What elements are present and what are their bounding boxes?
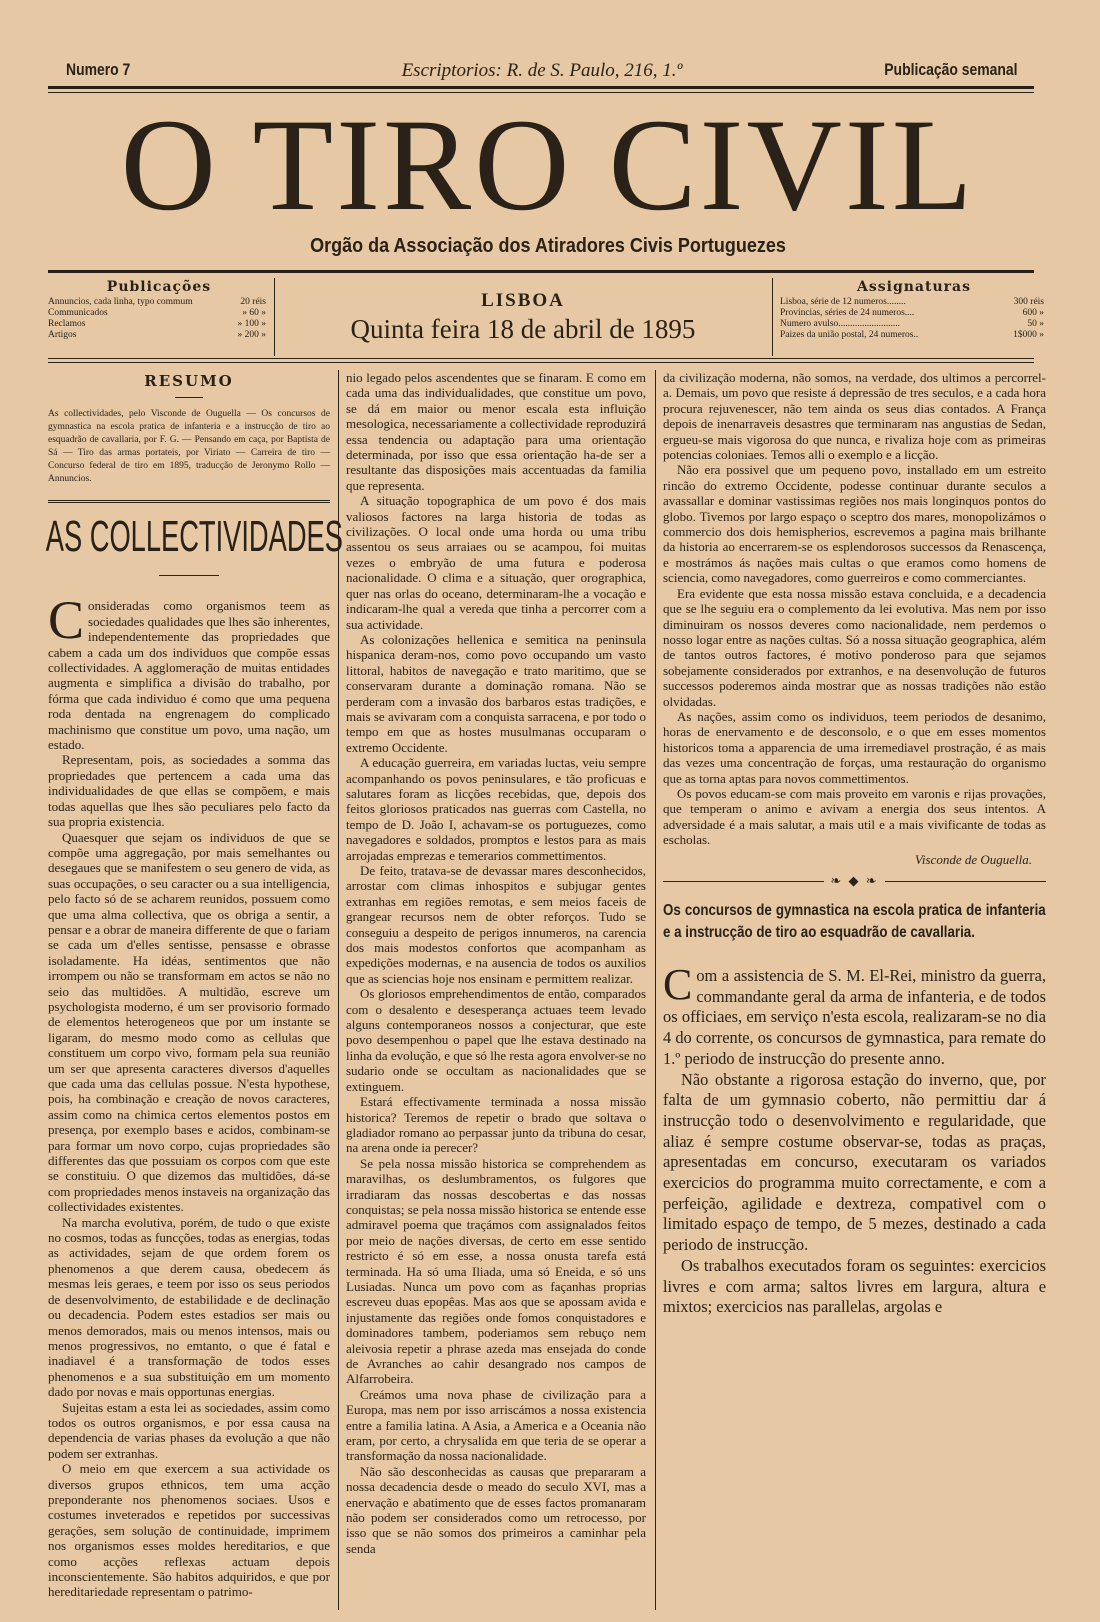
article-paragraph: Era evidente que esta nossa missão estava concluida, e a decadencia que se lhe seguiu era o complemento da lei evolutiva. Mas nem por isso diminuiram os nossos deveres como nacionalidade, nem perdemos o nosso logar entre as nações cultas. Só a nossa situação geographica, além de tantos outros factores, é motivo ponderoso para que sejamos sobejamente considerados por extranhos, e na desenvolução de futuros successos poderemos ainda mostrar que as nossas tradições não estão olvidadas. (663, 585, 1046, 709)
dateline-city: LISBOA (481, 290, 565, 311)
article-paragraph: Os gloriosos emprehendimentos de então, comparados com o desalento e desesperança actuaes teem levado alguns contemporaneos nossos a conjecturar, que este povo desempenhou o papel que lhe estava destinado na linha da evolução, e que só lhe resta agora envolver-se no sudario onde se occultam as nacionalidades que se extinguem. (346, 986, 646, 1094)
article-paragraph: A educação guerreira, em variadas luctas, veiu sempre acompanhando os povos peninsulares, e tão proficuas e salutares foram as licções recebidas, que, depois dos feitos gloriosos praticados nas guerras com Castella, no tempo de D. João I, achavam-se os portuguezes, como navegadores e soldados, promptos e lestos para as mais arrojadas emprezas e temerarios commettimentos. (346, 755, 646, 863)
article-paragraph: Quaesquer que sejam os individuos de que se compõe uma aggregação, por mais semelhantes ou desegaues que se manifestem o seu genero de vida, as suas occupações, o seu caracter ou a sua intelligencia, pelo facto só de se acharem reunidos, possuem como que uma alma collectiva, que os obriga a sentir, a pensar e a obrar de maneira differente de que o fariam se cada um d'elles sentisse, pensasse e obrasse isoladamente. Ha idéas, sentimentos que não irrompem ou não se transformam em actos se não no seio das multidões. A multidão, escreve um psychologista moderno, é um ser provisorio formado de elementos heterogeneos que por um instante se ligaram, do mesmo modo como as cellulas que constituem um corpo vivo, formam pela sua reunião um ser que apresenta caracteres diversos d'aquelles que cada uma das cellulas possue. N'esta hypothese, pois, ha combinação e creação de novos caracteres, assim como na chimica certos elementos postos em presença, por exemplo bases e acidos, combinam-se para formar um novo corpo, cujas propriedades são differentes das que possuiam os corpos com que este se constituiu. O que dizemos das multidões, dá-se com propriedades menos instaveis na organização das collectividades existentes. (48, 829, 330, 1215)
section-rule (48, 500, 330, 503)
assignaturas-row (780, 308, 1048, 319)
assignaturas-row (780, 297, 1048, 308)
masthead-title: O TIRO CIVIL (120, 91, 976, 238)
publicacoes-row (48, 308, 270, 319)
resumo-heading: RESUMO (144, 372, 234, 390)
article-paragraph: Não são desconhecidas as causas que prepararam a nossa decadencia desde o meado do seculo XVI, mas a enervação e abatimento que de esses factos promanaram não podem ser considerados como um retrocesso, por isso que se não somos dos primeiros a caminhar pela senda (346, 1463, 646, 1556)
row-value: 300 réis (1013, 297, 1044, 307)
assignaturas-row (780, 319, 1048, 330)
drop-cap: C (48, 590, 85, 651)
article-paragraph (663, 960, 1046, 1070)
row-label: Artigos (48, 330, 77, 340)
row-value: 50 » (1027, 319, 1044, 329)
masthead-subtitle: Orgão da Associação dos Atiradores Civis Portuguezes (310, 235, 786, 257)
article-paragraph: Na marcha evolutiva, porém, de tudo o que existe no cosmos, todas as funcções, todas as energias, todas as actividades, sejam de que ordem forem os phenomenos a que derem causa, obedecem ás mesmas leis geraes, e teem por isso os seus periodos de desenvolvimento, de estabilidade e de declinação ou decadencia. Podem estes estadios ser mais ou menos demorados, mais ou menos intensos, mais ou menos progressivos, no emtanto, o que é fatal e inadiavel é a transformação de todos esses phenomenos e a sua substituição em um momento dado por novas e mais opportunas energias. (48, 1214, 330, 1400)
article2-body (663, 960, 1046, 1318)
article-paragraph: O meio em que exercem a sua actividade os diversos grupos ethnicos, tem uma acção preponderante nos phenomenos sociaes. Usos e costumes inveterados e repetidos por successivas gerações, sem solução de continuidade, imprimem nos organismos esses moldes hereditarios, e que como acções reflexas actuam depois inconscientemente. São habitos adquiridos, e que por hereditariedade representam o patrimo- (48, 1461, 330, 1600)
publicacoes-box (48, 278, 270, 356)
top-line (66, 60, 1018, 86)
row-label: Lisboa, série de 12 numeros........ (780, 297, 906, 307)
article-paragraph: Se pela nossa missão historica se comprehendem as maravilhas, os deslumbramentos, os fulgores que irradiaram das nossas descobertas e das nossas conquistas; se pela nossa missão historica se entende esse admiravel poema que traçámos com assignalados feitos por meio de nações diversas, de certo em esse sentido restricto é só em esse, a nossa onusta tarefa está terminada. Ha só uma Iliada, uma só Eneida, e só uns Lusiadas. Nunca um povo com as façanhas proprias escreveu duas epopêas. Mas aos que se apossam avida e injustamente das regiões onde fomos conquistadores e dominadores tambem, poderiamos sem rebuço nem aleivosia repetir a phrase azeda mas ensejada do conde de Avranches ao cahir desangrado nos campos de Alfarrobeira. (346, 1155, 646, 1387)
info-divider (274, 278, 275, 356)
publicacoes-heading: Publicações (106, 279, 212, 295)
row-value: 1$000 » (1013, 330, 1044, 340)
dateline-date: Quinta feira 18 de abril de 1895 (350, 314, 696, 344)
column-3 (663, 370, 1046, 1318)
row-value: » 60 » (242, 308, 266, 318)
info-rule-bottom (48, 358, 1034, 359)
paragraph-text: onsideradas como organismos teem as sociedades qualidades que lhes são inherentes, independentemente das propriedades que cabem a cada um dos individuos que compõe essas collectividades. A agglomeração de muitas entidades augmenta e simplifica a divisão do trabalho, por fórma que cada individuo é como que uma pequena roda dentada na engrenagem do complicado machinismo que constitue um povo, uma nação, um estado. (48, 598, 330, 753)
row-label: Paizes da união postal, 24 numeros.. (780, 330, 919, 340)
row-value: » 100 » (237, 319, 266, 329)
article-paragraph: nio legado pelos ascendentes que se finaram. E como em cada uma das individualidades, que constitue um povo, se dá em maior ou menor escala esta influição mesologica, necessariamente a collectividade reproduzirá essa tendencia ou adaptação para uma orientação determinada, por isso que essa orientação ha-de ser a resultante das disposições mais accentuadas da familia que representa. (346, 370, 646, 493)
resumo-text (48, 408, 330, 494)
row-label: Provincias, séries de 24 numeros.... (780, 308, 915, 318)
info-rule-top (48, 270, 1034, 273)
row-value: 600 » (1022, 308, 1044, 318)
column-rule (655, 370, 656, 1610)
info-rule-bottom-2 (48, 362, 1034, 363)
article-paragraph: Os povos educam-se com mais proveito em varonis e rijas provações, que temperam o animo e avivam a energia dos seus intentos. A adversidade é a mais salutar, a mais util e a mais vivificante de todas as escholas. (663, 785, 1046, 848)
article-paragraph: As colonizações hellenica e semitica na peninsula hispanica deram-nos, como povo occupando um vasto littoral, habitos de navegação e trato maritimo, que se conservaram durante a dominação romana. Não se perderam com a invasão dos barbaros estas tradições, e mais se avivaram com a conquista sarracena, e por todo o tempo em que as hostes musulmanas occuparam o extremo Occidente. (346, 631, 646, 755)
row-label: Reclamos (48, 319, 86, 329)
publicacoes-row (48, 319, 270, 330)
row-value: 20 réis (240, 297, 266, 307)
article-paragraph: As nações, assim como os individuos, teem periodos de desanimo, horas de enervamento e de desconsolo, e o que em esses momentos historicos toma a apparencia de uma irremediavel prostração, é as mais das vezes uma concentração de forças, uma restauração do organismo que as torna aptas para novos commettimentos. (663, 708, 1046, 786)
drop-cap: C (663, 960, 693, 1009)
publication-frequency: Publicação semanal (884, 60, 1018, 79)
divider (175, 397, 203, 398)
article2-title: Os concursos de gymnastica na escola pratica de infanteria e a instrucção de tiro ao esquadrão de cavallaria. (663, 902, 1046, 941)
article-paragraph: Não era possivel que um pequeno povo, installado em um estreito rincão do extremo Occidente, podesse continuar durante seculos a avassallar e dominar vastissimas regiões nos mais longinquos pontos do globo. Tivemos por largo espaço o sceptro dos mares, monopolizámos o commercio dos dois hemispherios, escrevemos a pagina mais brilhante da historia ao encerrarem-se os esplendorosos successos da Renascença, e mostrámos ás nações mais cultas o que eramos como homens de sciencia, como navegadores, como guerreiros e como commerciantes. (663, 462, 1046, 586)
assignaturas-row (780, 330, 1048, 341)
row-label: Numero avulso.......................... (780, 319, 901, 329)
column-1 (45, 370, 343, 1600)
office-address: Escriptorios: R. de S. Paulo, 216, 1.º (401, 60, 683, 81)
divider (159, 575, 219, 576)
article-paragraph: da civilização moderna, não somos, na verdade, dos ultimos a percorrel-a. Demais, um povo que resiste á depressão de tres seculos, e a cada hora procura rejuvenescer, não tem ainda os seus dias contados. A França depois de inenarraveis desastres que terminaram nas angustias de Sedan, ergueu-se mais vigorosa do que nunca, e rivaliza hoje com as primeiras potencias coloniaes. Temos alli o exemplo e a licção. (663, 370, 1046, 463)
row-value: » 200 » (237, 330, 266, 340)
column-rule (338, 370, 339, 1610)
top-rule (48, 86, 1034, 89)
article-paragraph: Os trabalhos executados foram os seguintes: exercicios livres e com arma; saltos livres em largura, altura e mixtos; exercicios nas parallelas, argolas e (663, 1255, 1046, 1317)
publicacoes-row (48, 297, 270, 308)
row-label: Annuncios, cada linha, typo commum (48, 297, 193, 307)
row-label: Communicados (48, 308, 108, 318)
article-paragraph (48, 590, 330, 753)
assignaturas-box (780, 278, 1048, 356)
article-title: AS COLLECTIVIDADES (45, 512, 343, 562)
article-paragraph: Representam, pois, as sociedades a somma das propriedades que pertencem a cada uma das individualidades de que ellas se compõem, e mais todas aquellas que lhes são peculiares pelo facto da sua propria existencia. (48, 752, 330, 830)
article-signature: Visconde de Ouguella. (914, 851, 1032, 867)
assignaturas-heading: Assignaturas (857, 279, 971, 295)
article-paragraph: Não obstante a rigorosa estação do inverno, que, por falta de um gymnasio coberto, não permittiu dar á instrucção todo o desenvolvimento e regularidade, que aliaz é sempre costume observar-se, todas as praças, apresentadas em concurso, executaram os variados exercicios do programma muito correctamente, e com a perfeição, agilidade e dextreza, compativel com o limitado espaço de tempo, de 5 mezes, destinado a cada periodo de instrucção. (663, 1069, 1046, 1255)
article-paragraph: Estará effectivamente terminada a nossa missão historica? Teremos de repetir o brado que soltava o gladiador romano ao perpassar junto da tribuna do cesar, na arena onde ia perecer? (346, 1094, 646, 1156)
ornament-divider (663, 873, 1046, 888)
info-bar (48, 278, 1048, 356)
issue-number: Numero 7 (66, 60, 131, 79)
newspaper-page (45, 52, 1048, 1612)
column-2 (346, 370, 646, 1556)
ornament-glyph: ❧ ◆ ❧ (824, 873, 884, 888)
resumo-paragraph: As collectividades, pelo Visconde de Ouguella — Os concursos de gymnastica na escola pratica de infanteria e a instrucção de tiro ao esquadrão de cavallaria, por F. G. — Pensando em caça, por Baptista de Sá — Tiro das armas portateis, por Viriato — Carreira de tiro — Concurso federal de tiro em 1895, traducção de Jeronymo Rollo — Annuncios. (48, 409, 330, 485)
article-paragraph: De feito, tratava-se de devassar mares desconhecidos, arrostar com climas inhospitos e subjugar gentes extranhas em regiões remotas, e sem meios faceis de grangear recursos nem de obter reforços. Tudo se conseguiu a despeito de perigos innumeros, na carencia dos mais modestos confortos que acompanham as expedições modernas, e na ausencia de todos os auxilios que as sciencias hoje nos ensinam e permittem realizar. (346, 863, 646, 986)
info-divider (772, 278, 773, 356)
article-paragraph: Creámos uma nova phase de civilização para a Europa, mas nem por isso arriscámos a nossa existencia entre a familia latina. A Asia, a America e a Oceania não eram, por certo, a chrysalida em que teria de se operar a transformação da nossa nacionalidade. (346, 1386, 646, 1464)
publicacoes-row (48, 330, 270, 341)
paragraph-text: om a assistencia de S. M. El-Rei, ministro da guerra, commandante geral da arma de infanteria, e de todos os officiaes, em serviço n'esta escola, realizaram-se no dia 4 do corrente, os concursos de gymnastica, para remate do 1.º periodo de instrucção do presente anno. (663, 966, 1046, 1068)
article-paragraph: A situação topographica de um povo é dos mais valiosos factores na larga historia de todas as civilizações. O local onde uma horda ou uma tribu assentou os seus arraiaes ou se acampou, foi muitas vezes o embryão de uma futura e poderosa nacionalidade. O clima e a situação, quer orographica, quer nas orlas do oceano, determinaram-lhe a vocação e indicaram-lhe qual a vereda que tinha a percorrer com a sua actividade. (346, 493, 646, 632)
columns (45, 370, 1048, 1610)
article-paragraph: Sujeitas estam a esta lei as sociedades, assim como todos os outros organismos, e por essa causa na dependencia de varias phases da evolução a que não podem ser extranhas. (48, 1399, 330, 1461)
